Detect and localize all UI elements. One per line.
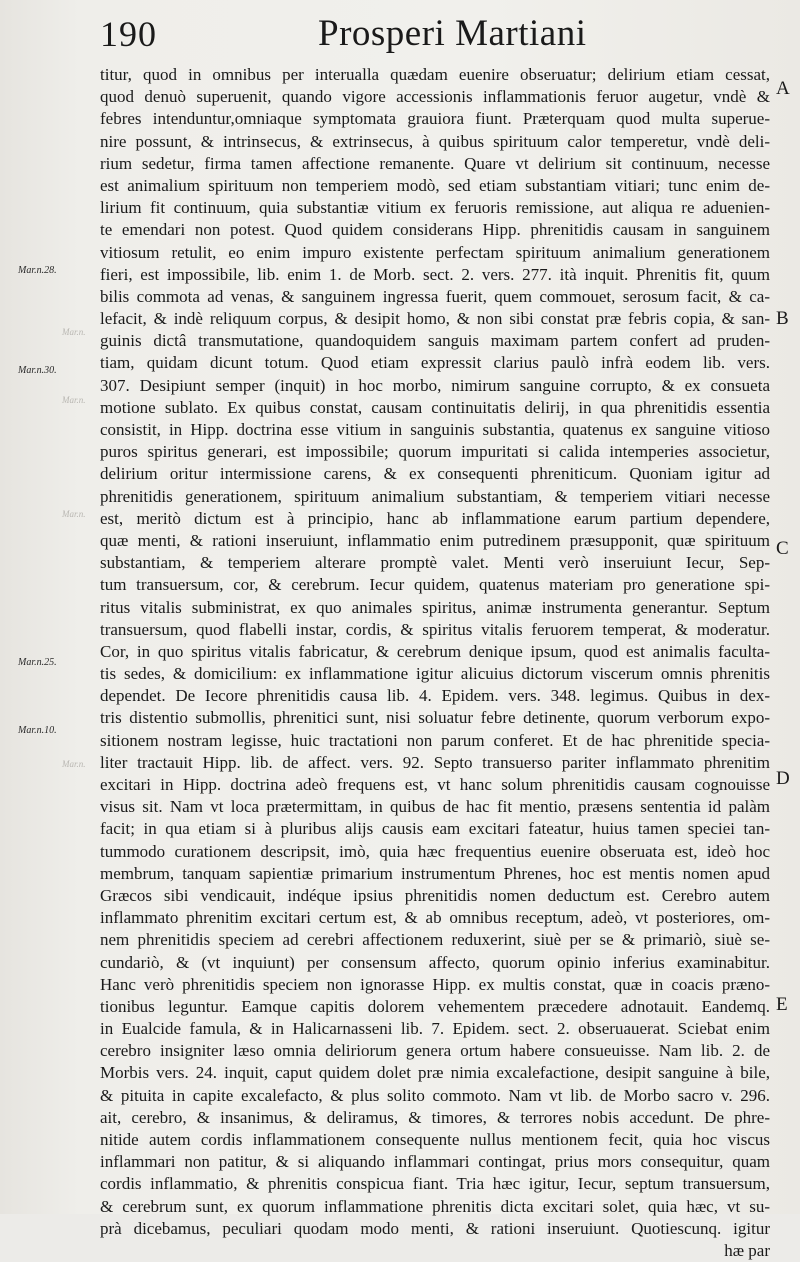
text-line: substantiam, & temperiem alterare promptè valet. Menti verò inseruiunt Iecur, Sep- [100,553,770,573]
text-line: febres intenduntur,omniaque symptomata grauiora fiunt. Præterquam quod multa superue- [100,109,770,129]
text-line: & pituita in capite excalefacto, & plus solito commoto. Nam vt lib. de Morbo sacro v. 296. [100,1085,770,1105]
text-line: guinis dictâ transmutatione, quandoquidem sanguis maximam partem confert ad pruden- [100,331,770,351]
text-line: ritus vitalis subministrat, ex quo animales spiritus, animæ instrumenta generantur. Septum [100,597,770,617]
text-line: cundariò, & (vt inquiunt) per consensum affecto, quorum opinio inferius examinabitur. [100,952,770,972]
text-line: excitari in Hipp. doctrina adeò frequens est, vt hanc solum phrenitidis causam cognouisse [100,775,770,794]
running-title: Prosperi Martiani [318,13,587,54]
text-line: ait, cerebro, & insanimus, & deliramus, & timores, & terrores nobis accedunt. De phre- [100,1107,770,1127]
text-line: puros spiritus generari, est impossibile; quorum impuritati si calida intemperies associetur, [100,442,770,462]
margin-reference: Mar.n.10. [18,725,57,736]
page-number: 190 [100,14,157,54]
text-line: nitide autem cordis inflammationem consequente nullus mentionem fecit, quia hoc viscus [100,1130,770,1149]
section-letter-b: B [776,308,789,329]
text-line: phrenitidis generationem, spirituum animalium substantiam, & temperiem vitiari necesse [100,486,770,506]
text-line: sitionem nostram legisse, huic tractationi non parum conferet. Et de hac phrenitide specia- [100,730,770,750]
section-letter-a: A [776,78,790,99]
text-line: te emendari non potest. Quod quidem considerans Hipp. phrenitidis causam in sanguinem [100,220,770,240]
bleed-through-reference: Mar.n. [62,509,86,519]
text-line: lefacit, & indè reliquum corpus, & desipit homo, & non sibi constat præ febris copia, & san- [100,309,770,329]
section-letter-d: D [776,768,790,789]
text-line: tionibus leguntur. Eamque capitis dolorem vehementem præcedere adnotauit. Eandemq. [100,996,770,1016]
text-line: 307. Desipiunt semper (inquit) in hoc morbo, nimirum sanguine corrupto, & ex consueta [100,375,770,395]
text-line: fieri, est impossibile, lib. enim 1. de Morb. sect. 2. vers. 277. ità inquit. Phrenitis fit, quum [100,264,770,284]
text-line: inflammari non patitur, & si aliquando inflammari contingat, prius mors consequitur, quam [100,1152,770,1172]
text-line: inflammato phrenitim excitari certum est, & ab omnibus receptum, adeò, vt posteriores, om- [100,908,770,928]
text-line: lirium fit continuum, quia substantiæ vitium ex feruoris remissione, aut aliqua re aduenien- [100,198,770,218]
text-line: est, meritò dictum est à principio, hanc ab inflammatione earum partium dependere, [100,508,770,528]
text-line: delirium oritur intermissione carens, & ex consequenti phreniticum. Quoniam igitur ad [100,464,770,484]
text-line: quod denuò superuenit, quando vigore accessionis inflammationis feruor augetur, vndè & [100,87,770,107]
text-line: tum transuersum, cor, & cerebrum. Iecur quidem, quatenus materiam pro generatione spi- [100,575,770,595]
section-letter-e: E [776,994,788,1015]
text-line: in Eualcide famula, & in Halicarnasseni lib. 7. Epidem. sect. 2. obseruauerat. Sciebat enim [100,1019,770,1039]
text-line: tis sedes, & domicilium: ex inflammatione igitur alicuius dictorum viscerum omnis phrenitis [100,664,770,684]
text-line: Hanc verò phrenitidis speciem non ignorasse Hipp. ex multis constat, quæ in coacis præno- [100,974,770,994]
text-line: Morbis vers. 24. inquit, caput quidem dolet præ nimia excalefactione, desipit sanguine à bile, [100,1063,770,1083]
text-line: membrum, tanquam sapientiæ primarium instrumentum Phrenes, hoc est mentis nomen apud [100,863,770,883]
text-line: quæ menti, & rationi inseruiunt, inflammatio enim putredinem præsupponit, quæ spirituum [100,530,770,550]
text-line: tiam, quidam dicunt totum. Quod etiam expressit clarius paulò infrà eodem lib. vers. [100,353,770,373]
text-line: bilis commota ad venas, & sanguinem ingressa fuerit, quem commouet, serosum facit, & ca- [100,286,770,306]
text-line: tummodo curationem descripsit, imò, quia hæc frequentius euenire obseruata est, ideò hoc [100,841,770,861]
text-line: est animalium spirituum non temperiem modò, sed etiam substantiam vitiari; tunc enim de- [100,175,770,195]
catchword: hæ par [724,1240,770,1260]
margin-reference: Mar.n.25. [18,657,57,668]
section-letter-c: C [776,538,789,559]
body-text [100,64,770,1262]
bleed-through-reference: Mar.n. [62,327,86,337]
text-line: dependet. De Iecore phrenitidis causa lib. 4. Epidem. vers. 348. legimus. Quibus in dex- [100,686,770,706]
margin-reference: Mar.n.30. [18,365,57,376]
text-line: motione sublato. Ex quibus constat, causam continuitatis delirij, in qua phrenitidis essentia [100,397,770,417]
margin-reference: Mar.n.28. [18,265,57,276]
text-line: cerebro insigniter læso omnia deliriorum genera ortum habere consueuisse. Nam lib. 2. de [100,1041,770,1061]
text-line: visus sit. Nam vt loca prætermittam, in quibus de hac fit mentio, præsens sententia id palàm [100,797,770,817]
text-line: tris distentio submollis, phrenitici sunt, nisi soluatur febre detinente, quorum verborum expo- [100,708,770,728]
text-line: nire possunt, & intrinsecus, & extrinsecus, à quibus spirituum calor temperetur, vndè deli- [100,131,770,151]
bleed-through-reference: Mar.n. [62,395,86,405]
text-line: consistit, in Hipp. doctrina esse vitium in sanguinis substantia, quatenus ex sanguine vitioso [100,420,770,439]
text-line: liter tractauit Hipp. lib. de affect. vers. 92. Septo transuerso pariter inflammato phrenitim [100,752,770,772]
text-line: facit; in qua etiam si à pluribus alijs causis eam excitari fateatur, huius tamen speciei tan- [100,819,770,839]
bleed-through-reference: Mar.n. [62,759,86,769]
text-line: cordis inflammatio, & phrenitis conspicua fiant. Tria hæc igitur, Iecur, septum transuersum, [100,1174,770,1194]
text-line: rium sedetur, firma tamen affectione remanente. Quare vt delirium sit continuum, necesse [100,153,770,173]
text-line: titur, quod in omnibus per interualla quædam euenire obseruatur; delirium etiam cessat, [100,65,770,84]
text-line: nem phrenitidis speciem ad cerebri affectionem reduxerint, siuè per se & primariò, siuè se- [100,930,770,950]
text-line: transuersum, quod flabelli instar, cordis, & spiritus vitalis feruorem temperat, & moderatur. [100,619,770,639]
text-line: Cor, in quo spiritus vitalis fabricatur, & cerebrum denique ipsum, quod est animalis faculta- [100,641,770,661]
text-line: prà dicebamus, peculiari quodam modo menti, & rationi inseruiunt. Quotiescunq. igitur [100,1218,770,1238]
text-line: & cerebrum sunt, ex quorum inflammatione phrenitis dicta excitari solet, quia hæc, vt su- [100,1196,770,1216]
text-line: Græcos sibi vendicauit, indéque ipsius phrenitidis nomen deductum est. Cerebro autem [100,885,770,905]
text-line: vitiosum retulit, eo enim impuro existente perfectam spirituum animalium generationem [100,242,770,262]
